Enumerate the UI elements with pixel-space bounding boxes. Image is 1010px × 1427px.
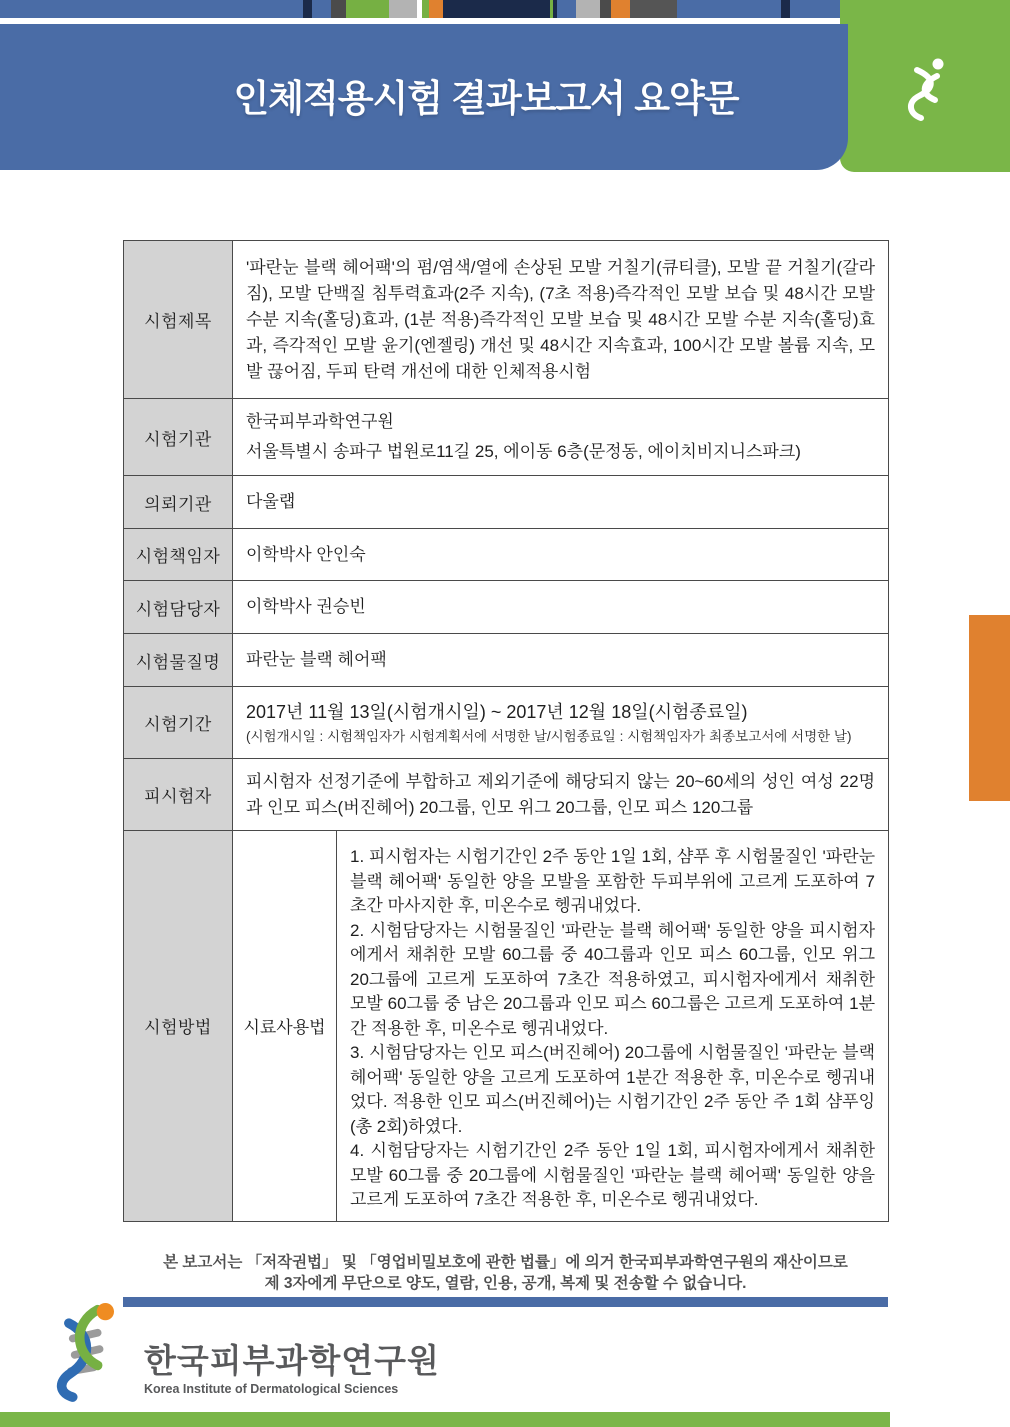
copyright-notice (123, 1252, 888, 1294)
row-value (233, 399, 889, 476)
page-title: 인체적용시험 결과보고서 요약문 (233, 78, 739, 119)
method-step: 2. 시험담당자는 시험물질인 '파란눈 블랙 헤어팩' 동일한 양을 피시험자에게서 채취한 모발 60그룹 중 40그룹과 인모 피스 60그룹, 인모 위그 20그룹에 고르게 도포하여 7초간 적용하였고, 피시험자에게서 채취한 모발 60그룹 중 남은 20그룹과 인모 피스 60그룹은 고르게 도포하여 1분간 적용한 후, 미온수로 헹궈내었다. (350, 920, 875, 1038)
strip-segment (443, 0, 550, 18)
row-value: 다울랩 (233, 476, 889, 529)
row-value: '파란눈 블랙 헤어팩'의 펌/염색/열에 손상된 모발 거칠기(큐티클), 모발 끝 거칠기(갈라짐), 모발 단백질 침투력효과(2주 지속), (7초 적용)즉각적인 모발 보습 및 48시간 모발 수분 지속(홀딩)효과, (1분 적용)즉각적인 모발 보습 및 48시간 모발 수분 지속(홀딩)효과, 즉각적인 모발 윤기(엔젤링) 개선 및 48시간 지속효과, 100시간 모발 볼륨 지속, 모발 끊어짐, 두피 탄력 개선에 대한 인체적용시험 (233, 241, 889, 399)
row-label: 시험기관 (124, 399, 233, 476)
report-header (0, 24, 848, 170)
row-value: 이학박사 안인숙 (233, 529, 889, 581)
period-note: (시험개시일 : 시험책임자가 시험계획서에 서명한 날/시험종료일 : 시험책임자가 최종보고서에 서명한 날) (246, 728, 852, 744)
strip-segment (576, 0, 600, 18)
institution-address: 서울특별시 송파구 법원로11길 25, 에이동 6층(문정동, 에이치비지니스파크) (246, 442, 801, 461)
institution-name: 한국피부과학연구원 (246, 412, 394, 431)
strip-segment (389, 0, 417, 18)
logo-english-name: Korea Institute of Dermatological Sciences (144, 1382, 399, 1396)
strip-segment (429, 0, 443, 18)
row-label: 시험책임자 (124, 529, 233, 581)
method-sublabel: 시료사용법 (233, 831, 337, 1222)
strip-segment (331, 0, 346, 18)
strip-segment (422, 0, 429, 18)
row-label: 시험물질명 (124, 634, 233, 687)
method-step: 4. 시험담당자는 시험기간인 2주 동안 1일 1회, 피시험자에게서 채취한 모발 60그룹 중 20그룹에 시험물질인 '파란눈 블랙 헤어팩' 동일한 양을 고르게 도포하여 7초간 적용한 후, 미온수로 헹궈내었다. (350, 1141, 875, 1209)
green-corner-panel (840, 0, 1010, 172)
row-client (124, 476, 889, 529)
row-value: 피시험자 선정기준에 부합하고 제외기준에 해당되지 않는 20~60세의 성인 여성 22명과 인모 피스(버진헤어) 20그룹, 인모 위그 20그룹, 인모 피스 120그룹 (233, 759, 889, 831)
decorative-color-strip (0, 0, 840, 18)
strip-segment (600, 0, 611, 18)
row-value: 이학박사 권승빈 (233, 581, 889, 634)
row-label: 시험담당자 (124, 581, 233, 634)
logo-text (144, 1343, 440, 1396)
strip-segment (312, 0, 331, 18)
strip-segment (677, 0, 781, 18)
row-value (233, 687, 889, 759)
dna-icon (904, 56, 950, 122)
strip-segment (0, 0, 303, 18)
strip-segment (790, 0, 840, 18)
notice-line-2: 제 3자에게 무단으로 양도, 열람, 인용, 공개, 복제 및 전송할 수 없습니다. (264, 1275, 747, 1292)
row-director (124, 529, 889, 581)
strip-segment (611, 0, 630, 18)
row-test-title (124, 241, 889, 399)
period-dates: 2017년 11월 13일(시험개시일) ~ 2017년 12월 18일(시험종료일) (246, 701, 748, 722)
organization-logo (42, 1300, 440, 1402)
method-steps (337, 831, 889, 1222)
strip-segment (346, 0, 389, 18)
strip-segment (630, 0, 677, 18)
strip-segment (557, 0, 576, 18)
strip-segment (781, 0, 790, 18)
orange-side-tab (969, 615, 1010, 801)
row-label: 시험기간 (124, 687, 233, 759)
row-test-institution (124, 399, 889, 476)
summary-table (123, 240, 889, 1222)
row-value: 파란눈 블랙 헤어팩 (233, 634, 889, 687)
row-subjects (124, 759, 889, 831)
notice-line-1: 본 보고서는 「저작권법」 및 「영업비밀보호에 관한 법률」에 의거 한국피부과학연구원의 재산이므로 (163, 1254, 848, 1271)
row-manager (124, 581, 889, 634)
row-substance (124, 634, 889, 687)
row-period (124, 687, 889, 759)
dna-helix-icon (42, 1300, 138, 1402)
row-label: 피시험자 (124, 759, 233, 831)
row-label: 시험방법 (124, 831, 233, 1222)
row-label: 시험제목 (124, 241, 233, 399)
bottom-green-bar (0, 1412, 890, 1427)
row-method (124, 831, 889, 1222)
row-label: 의뢰기관 (124, 476, 233, 529)
method-step: 3. 시험담당자는 인모 피스(버진헤어) 20그룹에 시험물질인 '파란눈 블랙 헤어팩' 동일한 양을 고르게 도포하여 1분간 적용한 후, 미온수로 헹궈내었다. 적용한 인모 피스(버진헤어)는 시험기간인 2주 동안 주 1회 샴푸잉(총 2회)하였다. (350, 1043, 875, 1136)
logo-korean-name: 한국피부과학연구원 (144, 1342, 440, 1379)
method-step: 1. 피시험자는 시험기간인 2주 동안 1일 1회, 샴푸 후 시험물질인 '파란눈 블랙 헤어팩' 동일한 양을 모발을 포함한 두피부위에 고르게 도포하여 7초간 마사지한 후, 미온수로 헹궈내었다. (350, 847, 875, 915)
strip-segment (303, 0, 312, 18)
